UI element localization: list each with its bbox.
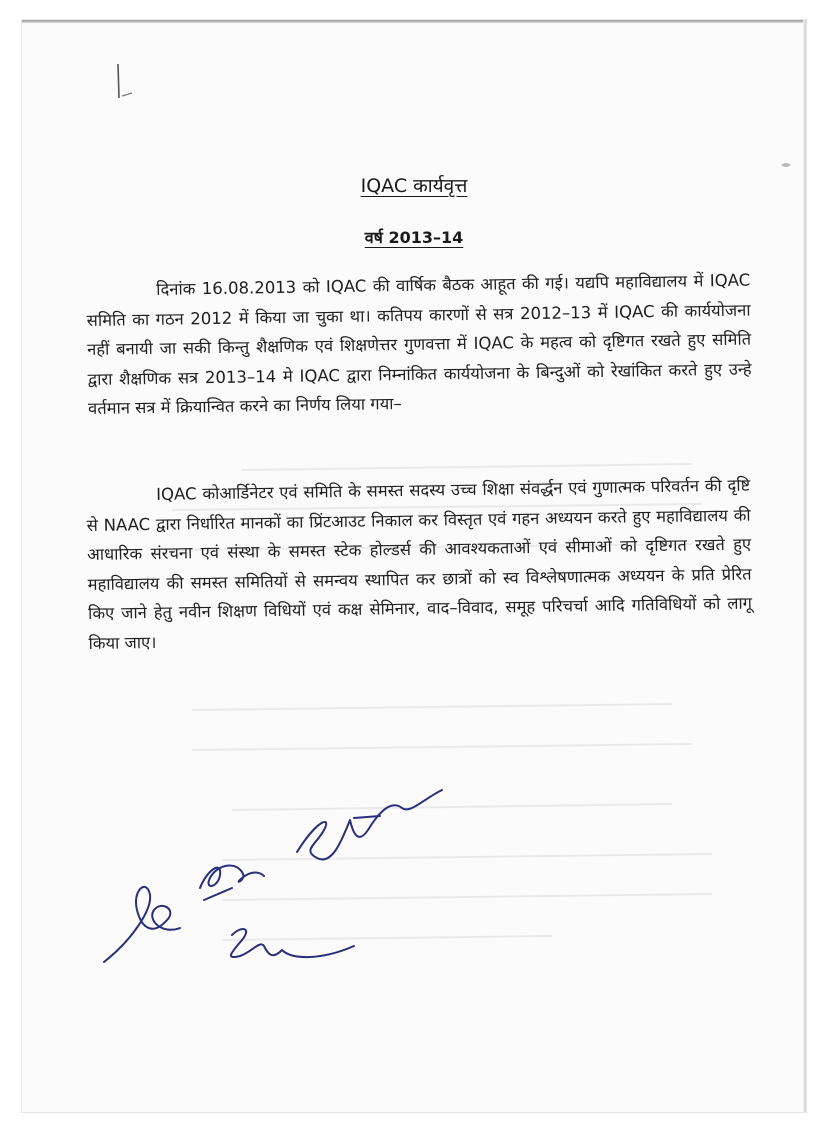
signature-4 [231, 929, 354, 957]
committee-signatures [92, 760, 452, 990]
scanned-page [22, 20, 806, 1112]
paper-speck [780, 160, 792, 170]
page-top-edge [22, 20, 806, 23]
margin-pencil-mark [114, 60, 144, 110]
document-title [22, 172, 806, 198]
year-heading [22, 226, 806, 248]
paragraph-meeting-summary: दिनांक 16.08.2013 को IQAC की वार्षिक बैठक आहूत की गई। यद्यपि महाविद्यालय में IQAC समिति का गठन 2012 में किया जा चुका था। कतिपय कारणों से सत्र 2012–13 में IQAC की कार्ययोजना नहीं बनायी जा सकी किन्तु शैक्षणिक एवं शिक्षणेत्तर गुणवत्ता में IQAC के महत्व को दृष्टिगत रखते हुए समिति द्वारा शैक्षणिक सत्र 2013–14 मे IQAC द्वारा निम्नांकित कार्ययोजना के बिन्दुओं को रेखांकित करते हुए उन्हे वर्तमान सत्र में क्रियान्वित करने का निर्णय लिया गया– [86, 270, 752, 418]
paragraph-action-plan: IQAC कोआर्डिनेटर एवं समिति के समस्त सदस्य उच्च शिक्षा संवर्द्धन एवं गुणात्मक परिवर्तन की दृष्टि से NAAC द्वारा निर्धारित मानकों का प्रिंटआउट निकाल कर विस्तृत एवं गहन अध्ययन करते हुए महाविद्यालय की आधारिक संरचना एवं संस्था के समस्त स्टेक होल्डर्स की आवश्यकताओं एवं सीमाओं को दृष्टिगत रखते हुए महाविद्यालय की समस्त समितियों से समन्वय स्थापित कर छात्रों को स्व विश्लेषणात्मक अध्ययन के प्रति प्रेरित किए जाने हेतु नवीन शिक्षण विधियों एवं कक्ष सेमिनार, वाद–विवाद, समूह परिचर्चा आदि गतिविधियों को लागू किया जाए। [86, 475, 753, 653]
year-heading-text: वर्ष 2013–14 [364, 228, 464, 247]
signature-1 [104, 887, 180, 962]
signature-3 [297, 790, 442, 859]
signature-2 [200, 865, 264, 888]
title-text: IQAC कार्यवृत्त [360, 175, 468, 197]
